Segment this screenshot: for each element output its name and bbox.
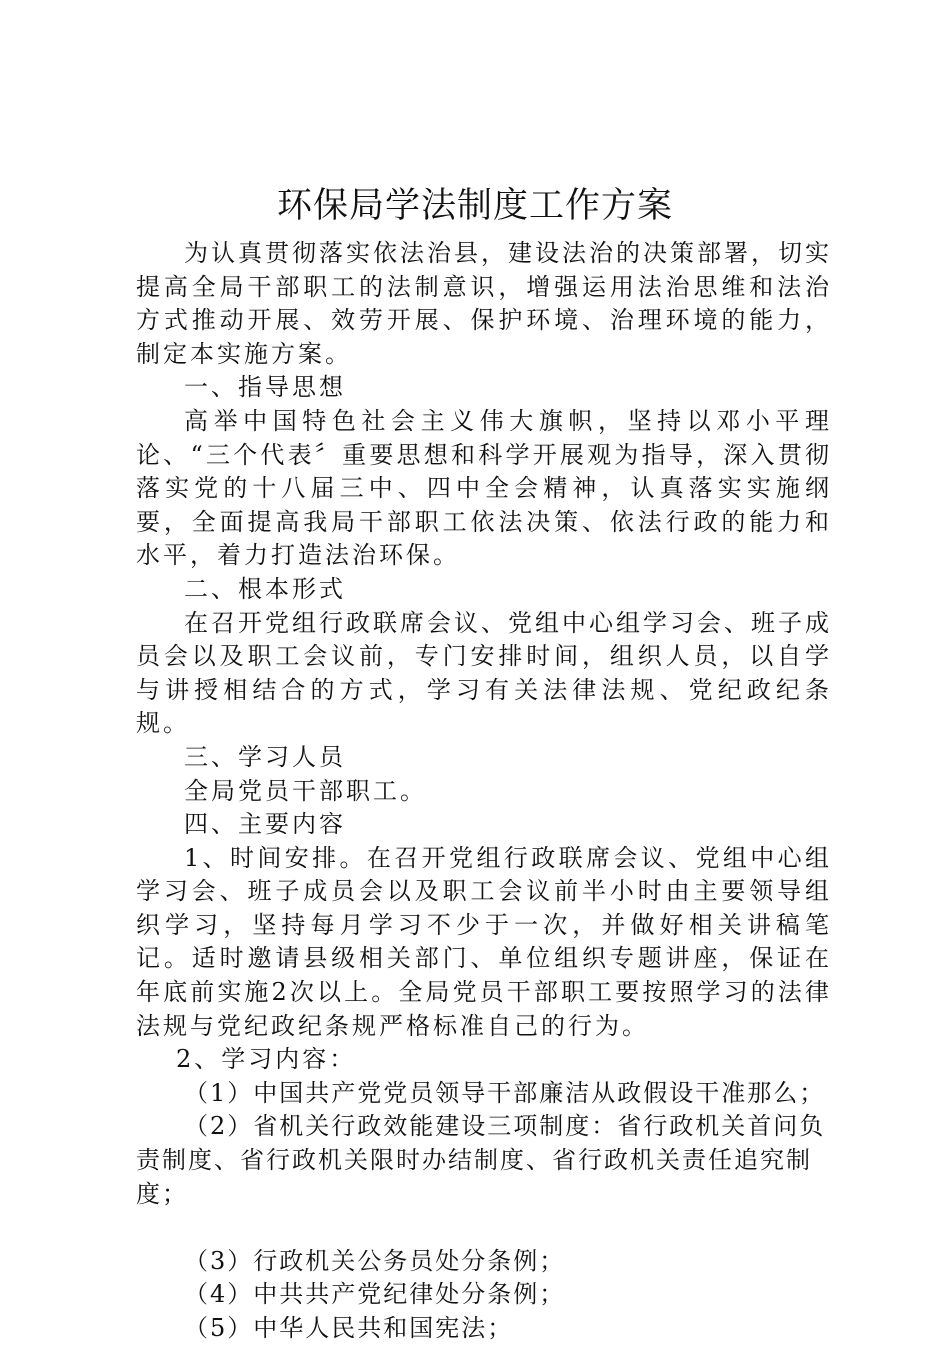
document-body [136,237,832,1346]
study-item: （4）中共共产党纪律处分条例； [184,1280,566,1309]
paragraph-gap [136,1211,832,1245]
section-heading-main-content: 四、主要内容 [184,810,346,839]
section-text-time-arrangement: 1、时间安排。在召开党组行政联席会议、党组中心组学习会、班子成员会以及职工会议前半小时由主要领导组织学习，坚持每月学习不少于一次，并做好相关讲稿笔记。适时邀请县级相关部门、单位组织专题讲座，保证在年底前实施2次以上。全局党员干部职工要按照学习的法律法规与党纪政纪条规严格标准自己的行为。 [136,843,832,1040]
section-text-basic-form: 在召开党组行政联席会议、党组中心组学习会、班子成员会以及职工会议前，专门安排时间，组织人员，以自学与讲授相结合的方式，学习有关法律法规、党纪政纪条规。 [136,608,832,738]
section-heading-guiding-thought: 一、指导思想 [184,373,346,402]
section-text-study-personnel: 全局党员干部职工。 [184,776,427,805]
document-title: 环保局学法制度工作方案 [276,186,673,226]
section-heading-basic-form: 二、根本形式 [184,574,346,603]
section-heading-study-personnel: 三、学习人员 [184,742,346,771]
study-item: （5）中华人民共和国宪法； [184,1314,514,1342]
study-item: （3）行政机关公务员处分条例； [184,1246,566,1275]
intro-paragraph: 为认真贯彻落实依法治县，建设法治的决策部署，切实提高全局干部职工的法制意识，增强运用法治思维和法治方式推动开展、效劳开展、保护环境、治理环境的能力，制定本实施方案。 [136,239,832,368]
study-item: （1）中国共产党党员领导干部廉洁从政假设干准那么； [184,1078,826,1107]
study-content-label: 2、学习内容： [176,1045,357,1074]
study-item: （2）省机关行政效能建设三项制度：省行政机关首问负责制度、省行政机关限时办结制度、省行政机关责任追究制度； [136,1112,826,1208]
section-text-guiding-thought: 高举中国特色社会主义伟大旗帜，坚持以邓小平理论、“三个代表〞重要思想和科学开展观为指导，深入贯彻落实党的十八届三中、四中全会精神，认真落实实施纲要，全面提高我局干部职工依法决策、依法行政的能力和水平，着力打造法治环保。 [136,406,832,570]
